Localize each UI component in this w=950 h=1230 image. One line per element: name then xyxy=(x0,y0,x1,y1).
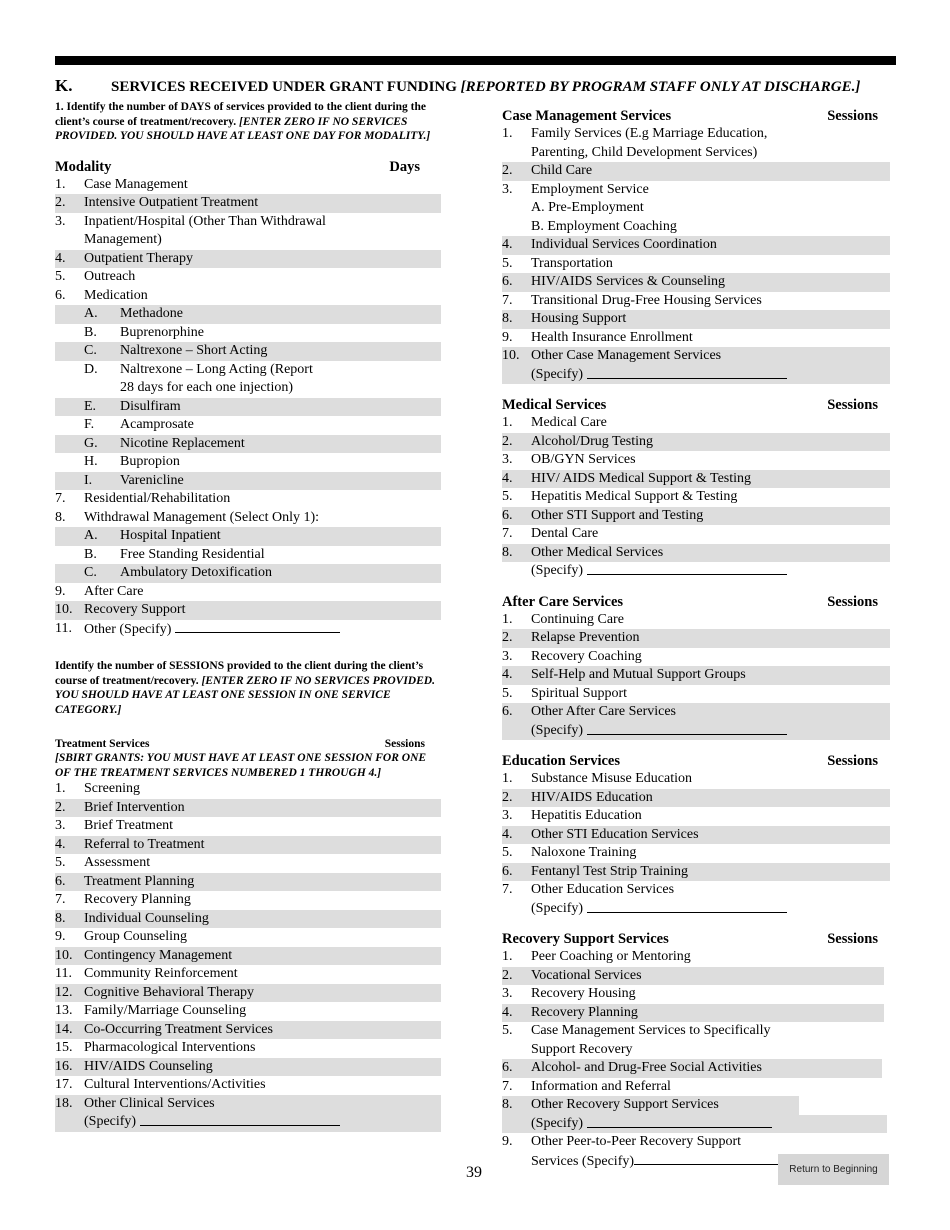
item-label: Recovery Coaching xyxy=(531,648,642,664)
item-number: 17. xyxy=(55,1077,73,1092)
list-item xyxy=(502,629,890,648)
item-label: Dental Care xyxy=(531,526,599,541)
list-item xyxy=(55,1095,441,1114)
list-item xyxy=(502,789,890,808)
item-label: Recovery Planning xyxy=(84,892,191,907)
list-item: 3. Recovery Housing xyxy=(502,986,636,1001)
list-item: 7. Information and Referral xyxy=(502,1078,671,1094)
item-number: 4. xyxy=(502,826,513,842)
list-item xyxy=(502,648,890,667)
item-label: Continuing Care xyxy=(531,611,624,627)
list-item: 5. Outreach xyxy=(55,269,136,284)
item-number: 4. xyxy=(502,667,513,682)
section-instruction: [REPORTED BY PROGRAM STAFF ONLY AT DISCHARGE.] xyxy=(460,79,861,95)
item-number: 18. xyxy=(55,1095,73,1111)
page-number: 39 xyxy=(466,1164,482,1181)
list-item xyxy=(502,451,890,470)
top-rule xyxy=(55,56,896,65)
item-number: 5. xyxy=(502,489,513,504)
item-number: 8. xyxy=(502,544,513,560)
medication-item: A. Methadone xyxy=(55,305,441,324)
list-item xyxy=(55,1002,441,1021)
item-number: 3. xyxy=(55,818,66,833)
item-number: 7. xyxy=(55,892,66,907)
after-care-list xyxy=(502,611,890,722)
item-number: 2. xyxy=(502,789,513,805)
list-item: 5. Transportation xyxy=(502,255,613,271)
item-label: Brief Treatment xyxy=(84,818,174,833)
treatment-specify: (Specify) xyxy=(55,1113,441,1132)
list-item: 1. Case Management xyxy=(55,176,188,192)
left-column xyxy=(55,100,441,1132)
item-number: 3. xyxy=(502,808,513,823)
item-label: Spiritual Support xyxy=(531,685,628,701)
item-number: 8. xyxy=(55,910,66,926)
item-label: HIV/AIDS Counseling xyxy=(84,1058,213,1074)
list-item: 5. Case Management Services to Specifically Support Recovery xyxy=(502,1023,771,1057)
treatment-list xyxy=(55,780,441,1113)
list-item: 4. Individual Services Coordination xyxy=(502,236,890,255)
case-management-unit: Sessions xyxy=(827,108,878,124)
specify-line[interactable] xyxy=(140,1113,340,1126)
list-item: 8. Other Recovery Support Services xyxy=(502,1096,799,1115)
list-item xyxy=(55,910,441,929)
education-header xyxy=(502,752,878,770)
list-item xyxy=(55,836,441,855)
list-item: 11. Other (Specify) xyxy=(55,620,441,640)
list-item xyxy=(502,703,890,722)
withdrawal-item: A. Hospital Inpatient xyxy=(55,527,441,546)
list-item xyxy=(55,928,441,947)
education-specify: (Specify) xyxy=(502,900,890,919)
after-care-header xyxy=(502,593,878,611)
item-number: 7. xyxy=(502,882,513,897)
list-item: 7. Residential/Rehabilitation xyxy=(55,491,231,506)
case-management-specify: (Specify) xyxy=(502,366,890,385)
withdrawal-item: B. Free Standing Residential xyxy=(84,546,265,562)
list-item xyxy=(502,685,890,704)
list-item: 2. Vocational Services xyxy=(502,967,884,986)
list-item xyxy=(502,507,890,526)
item-number: 13. xyxy=(55,1003,73,1018)
return-to-beginning-button[interactable]: Return to Beginning xyxy=(778,1154,889,1185)
item-label: Community Reinforcement xyxy=(84,966,238,981)
list-item xyxy=(55,854,441,873)
medication-item: C. Naltrexone – Short Acting xyxy=(55,342,441,361)
item-number: 10. xyxy=(55,947,73,963)
modality-heading: Modality xyxy=(55,158,112,175)
list-item xyxy=(55,1058,441,1077)
item-label: HIV/AIDS Education xyxy=(531,789,653,805)
item-label: Assessment xyxy=(84,855,151,870)
item-label: Family/Marriage Counseling xyxy=(84,1003,247,1018)
list-item: 1. Peer Coaching or Mentoring xyxy=(502,949,691,964)
item-label: Other STI Support and Testing xyxy=(531,507,704,523)
item-number: 6. xyxy=(55,873,66,889)
item-label: Substance Misuse Education xyxy=(531,771,692,786)
list-item xyxy=(55,799,441,818)
specify-line[interactable] xyxy=(587,562,787,575)
right-column xyxy=(502,107,890,1171)
item-number: 1. xyxy=(502,771,513,786)
modality-instruction: 1. Identify the number of DAYS of services provided to the client during the client’s course of treatment/recovery. [ENTER ZERO IF NO SERVICES PROVIDED. YOU SHOULD HAVE AT LEAST ONE DAY FOR MODALITY.] xyxy=(55,101,431,142)
item-number: 16. xyxy=(55,1058,73,1074)
medication-item: H. Bupropion xyxy=(84,454,180,469)
item-label: Medical Care xyxy=(531,415,607,430)
item-label: Hepatitis Education xyxy=(531,808,642,823)
list-item xyxy=(502,881,890,900)
list-item: 2. Child Care xyxy=(502,162,890,181)
item-label: Contingency Management xyxy=(84,947,233,963)
treatment-header xyxy=(55,737,425,751)
item-number: 14. xyxy=(55,1021,73,1037)
list-item xyxy=(502,666,890,685)
list-item xyxy=(55,1076,441,1095)
education-heading: Education Services xyxy=(502,753,621,769)
list-item: 10. Other Case Management Services xyxy=(502,347,890,366)
specify-line[interactable] xyxy=(587,900,787,913)
item-number: 2. xyxy=(502,630,513,645)
list-item xyxy=(502,488,890,507)
specify-line[interactable] xyxy=(175,620,340,633)
list-item: 2. Intensive Outpatient Treatment xyxy=(55,194,441,213)
list-item xyxy=(55,1021,441,1040)
medication-item: G. Nicotine Replacement xyxy=(55,435,441,454)
case-management-heading: Case Management Services xyxy=(502,108,672,124)
item-number: 1. xyxy=(502,611,513,627)
list-item xyxy=(502,807,890,826)
item-label: Alcohol/Drug Testing xyxy=(531,433,654,449)
item-label: Brief Intervention xyxy=(84,799,185,815)
list-item xyxy=(55,891,441,910)
medication-item: D. Naltrexone – Long Acting (Report 28 days for each one injection) xyxy=(84,361,313,395)
item-number: 6. xyxy=(502,507,513,523)
section-letter: K. xyxy=(55,76,73,95)
list-item: 7. Transitional Drug-Free Housing Services xyxy=(502,292,762,308)
list-item xyxy=(502,826,890,845)
section-heading xyxy=(55,76,900,96)
item-label: Hepatitis Medical Support & Testing xyxy=(531,489,738,504)
list-item xyxy=(55,965,441,984)
specify-line[interactable] xyxy=(587,722,787,735)
item-label: OB/GYN Services xyxy=(531,452,636,467)
specify-line[interactable] xyxy=(634,1152,782,1165)
after-care-unit: Sessions xyxy=(827,593,878,610)
list-item xyxy=(502,414,890,433)
recovery-specify: (Specify) xyxy=(502,1115,887,1134)
education-unit: Sessions xyxy=(827,753,878,769)
item-label: HIV/ AIDS Medical Support & Testing xyxy=(531,470,752,486)
treatment-unit: Sessions xyxy=(384,738,425,750)
list-item: B. Employment Coaching xyxy=(531,218,677,234)
item-number: 15. xyxy=(55,1040,73,1055)
list-item: 8. Housing Support xyxy=(502,310,890,329)
item-number: 3. xyxy=(502,648,513,664)
recovery-heading: Recovery Support Services xyxy=(502,931,669,947)
specify-line[interactable] xyxy=(587,366,787,379)
list-item: 4. Outpatient Therapy xyxy=(55,250,441,269)
medical-heading: Medical Services xyxy=(502,397,607,413)
item-label: Other Medical Services xyxy=(531,544,664,560)
specify-line[interactable] xyxy=(587,1115,772,1128)
item-number: 5. xyxy=(502,845,513,860)
list-item xyxy=(502,433,890,452)
item-label: Treatment Planning xyxy=(84,873,195,889)
item-number: 12. xyxy=(55,984,73,1000)
item-label: Other Clinical Services xyxy=(84,1095,215,1111)
case-management-header xyxy=(502,107,878,125)
medical-specify: (Specify) xyxy=(502,562,890,581)
recovery-unit: Sessions xyxy=(827,931,878,947)
item-label: Self-Help and Mutual Support Groups xyxy=(531,667,746,682)
item-number: 3. xyxy=(502,452,513,467)
recovery-header xyxy=(502,930,878,948)
list-item xyxy=(55,947,441,966)
list-item xyxy=(502,470,890,489)
list-item xyxy=(55,873,441,892)
list-item: 10. Recovery Support xyxy=(55,601,441,620)
item-label: Other After Care Services xyxy=(531,704,676,719)
medication-item: F. Acamprosate xyxy=(84,417,194,432)
item-label: Group Counseling xyxy=(84,929,188,944)
item-label: Other Education Services xyxy=(531,882,675,897)
item-number: 5. xyxy=(502,685,513,701)
list-item xyxy=(502,611,890,630)
list-item: 8. Withdrawal Management (Select Only 1): xyxy=(55,509,320,525)
item-label: Referral to Treatment xyxy=(84,836,205,852)
list-item: 1. Family Services (E.g Marriage Education, Parenting, Child Development Services) xyxy=(502,126,768,160)
list-item: 3. Employment Service xyxy=(502,181,649,197)
list-item xyxy=(502,863,890,882)
list-item xyxy=(502,844,890,863)
item-number: 1. xyxy=(502,415,513,430)
medication-item: B. Buprenorphine xyxy=(84,324,204,340)
list-item: 3. Inpatient/Hospital (Other Than Withdrawal Management) xyxy=(55,213,326,247)
item-label: Other STI Education Services xyxy=(531,826,699,842)
education-list xyxy=(502,770,890,900)
treatment-heading: Treatment Services xyxy=(55,738,150,750)
item-label: Screening xyxy=(84,781,140,796)
item-number: 4. xyxy=(55,836,66,852)
item-number: 7. xyxy=(502,526,513,541)
item-label: Co-Occurring Treatment Services xyxy=(84,1021,273,1037)
list-item: 6. Medication xyxy=(55,287,148,303)
list-item xyxy=(502,525,890,544)
medical-list xyxy=(502,414,890,562)
list-item: A. Pre-Employment xyxy=(531,200,644,215)
item-number: 9. xyxy=(55,929,66,944)
item-number: 2. xyxy=(55,799,66,815)
sbirt-note: [SBIRT GRANTS: YOU MUST HAVE AT LEAST ONE SESSION FOR ONE OF THE TREATMENT SERVICES NUMBERED 1 THROUGH 4.] xyxy=(55,752,427,779)
item-number: 1. xyxy=(55,781,66,796)
list-item xyxy=(502,770,890,789)
item-label: Cognitive Behavioral Therapy xyxy=(84,984,255,1000)
item-number: 5. xyxy=(55,855,66,870)
list-item: 9. Other Peer-to-Peer Recovery Support Services (Specify) xyxy=(502,1133,890,1171)
item-label: Pharmacological Interventions xyxy=(84,1040,256,1055)
list-item: 6. Alcohol- and Drug-Free Social Activities xyxy=(502,1059,882,1078)
item-number: 11. xyxy=(55,966,72,981)
section-title: SERVICES RECEIVED UNDER GRANT FUNDING xyxy=(111,79,461,95)
item-number: 4. xyxy=(502,470,513,486)
after-care-specify: (Specify) xyxy=(502,722,890,741)
list-item: 4. Recovery Planning xyxy=(502,1004,884,1023)
item-label: Cultural Interventions/Activities xyxy=(84,1077,266,1092)
list-item: 9. After Care xyxy=(55,583,144,599)
item-label: Naloxone Training xyxy=(531,845,637,860)
sessions-instruction: Identify the number of SESSIONS provided to the client during the client’s course of treatment/recovery. [ENTER ZERO IF NO SERVICES PROVIDED. YOU SHOULD HAVE AT LEAST ONE SESSION IN ONE SERVICE CATEGORY.] xyxy=(55,660,435,716)
modality-header xyxy=(55,158,420,176)
item-number: 6. xyxy=(502,863,513,879)
list-item: 6. HIV/AIDS Services & Counseling xyxy=(502,273,890,292)
list-item xyxy=(55,1039,441,1058)
after-care-heading: After Care Services xyxy=(502,593,624,610)
medical-header xyxy=(502,396,878,414)
modality-unit: Days xyxy=(389,158,420,175)
item-number: 2. xyxy=(502,433,513,449)
item-label: Fentanyl Test Strip Training xyxy=(531,863,689,879)
item-number: 6. xyxy=(502,704,513,719)
list-item xyxy=(502,544,890,563)
list-item xyxy=(55,984,441,1003)
list-item xyxy=(55,780,441,799)
list-item: 9. Health Insurance Enrollment xyxy=(502,329,693,345)
withdrawal-item: C. Ambulatory Detoxification xyxy=(55,564,441,583)
item-label: Relapse Prevention xyxy=(531,630,640,645)
medication-item: E. Disulfiram xyxy=(55,398,441,417)
list-item xyxy=(55,817,441,836)
medication-item: I. Varenicline xyxy=(55,472,441,491)
medical-unit: Sessions xyxy=(827,397,878,413)
item-label: Individual Counseling xyxy=(84,910,209,926)
